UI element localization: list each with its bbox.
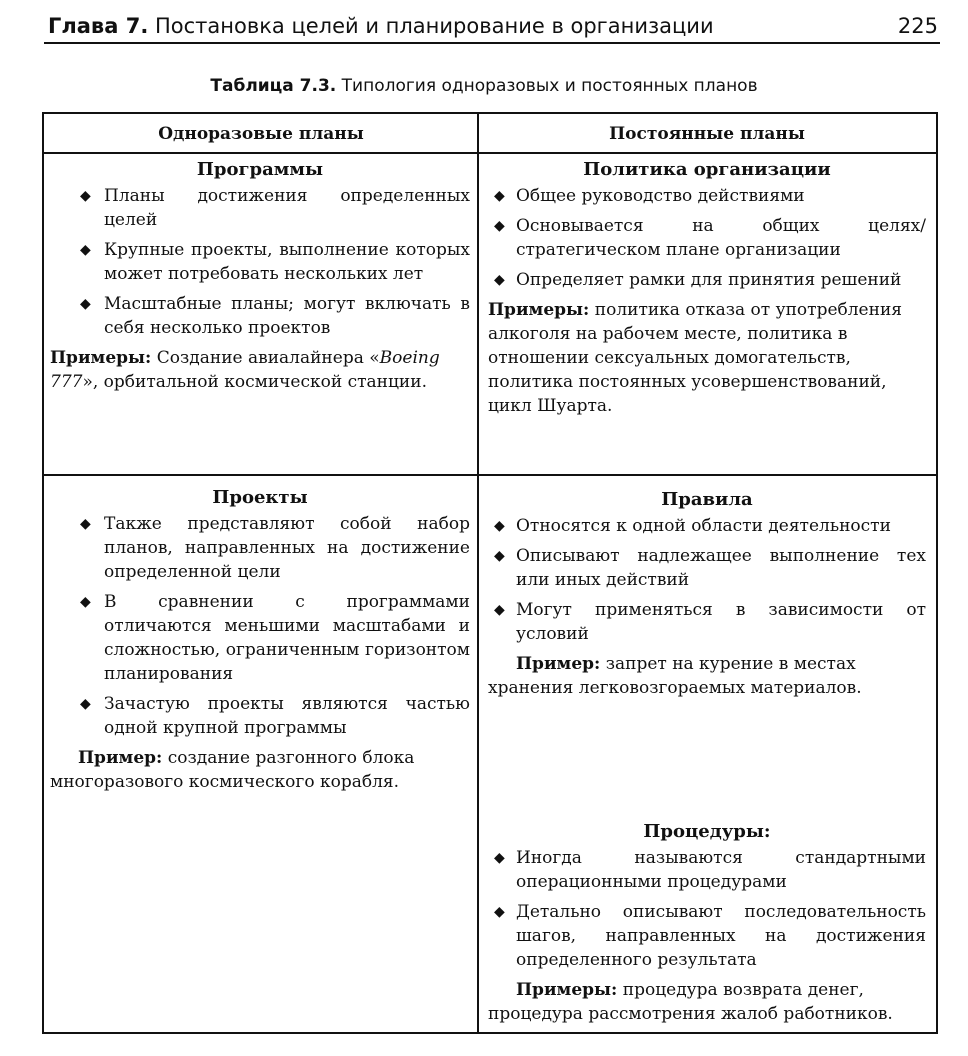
- diamond-bullet-icon: ◆: [80, 296, 91, 312]
- column-divider: [477, 114, 479, 1032]
- cell-procedures: [484, 820, 930, 1026]
- row-divider: [44, 474, 936, 476]
- list-item: [488, 184, 926, 208]
- list-item-text: Могут применяться в зависимости от условий: [516, 600, 926, 644]
- diamond-bullet-icon: ◆: [80, 516, 91, 532]
- diamond-bullet-icon: ◆: [494, 218, 505, 234]
- section-title-projects: Проекты: [212, 487, 308, 508]
- diamond-bullet-icon: ◆: [494, 272, 505, 288]
- diamond-bullet-icon: ◆: [494, 548, 505, 564]
- chapter-label: Глава 7.: [48, 14, 149, 38]
- running-header: [44, 8, 940, 44]
- diamond-bullet-icon: ◆: [494, 602, 505, 618]
- list-item: [488, 598, 926, 646]
- list-item: [488, 900, 926, 972]
- list-item-text: Общее руководство действиями: [516, 186, 805, 206]
- table-caption-text: Типология одноразовых и постоянных планов: [341, 76, 758, 96]
- example-label: Пример:: [78, 748, 163, 768]
- programs-list: [50, 184, 470, 340]
- example-text: создание разгонного блока многоразового космического корабля.: [50, 748, 415, 792]
- section-title-programs: Программы: [196, 159, 324, 180]
- example-text: запрет на курение в местах хранения легковозгораемых материалов.: [488, 654, 862, 698]
- procedures-list: [488, 846, 926, 972]
- list-item: [488, 544, 926, 592]
- list-item: [488, 846, 926, 894]
- rules-list: [488, 514, 926, 646]
- diamond-bullet-icon: ◆: [494, 518, 505, 534]
- column-header-single-use: Одноразовые планы: [44, 114, 478, 154]
- list-item-text: Описывают надлежащее выполнение тех или иных действий: [516, 546, 926, 590]
- procedures-example: [488, 978, 926, 1026]
- column-header-standing: Постоянные планы: [478, 114, 936, 154]
- list-item: [488, 514, 926, 538]
- section-title-policy: Политика организации: [583, 159, 831, 180]
- diamond-bullet-icon: ◆: [80, 188, 91, 204]
- list-item-text: Масштабные планы; могут включать в себя несколько проектов: [104, 294, 470, 338]
- diamond-bullet-icon: ◆: [494, 904, 505, 920]
- example-text: Создание авиалайнера: [156, 348, 364, 368]
- list-item: [50, 692, 470, 740]
- example-label: Примеры:: [50, 348, 152, 368]
- section-title-rules: Правила: [661, 489, 753, 510]
- list-item: [488, 214, 926, 262]
- chapter-name: Постановка целей и планирование в организации: [154, 14, 714, 38]
- policy-example: [488, 298, 926, 418]
- example-text: процедура возврата денег, процедура рассмотрения жалоб работников.: [488, 980, 893, 1024]
- list-item-text: Планы достижения определенных целей: [104, 186, 470, 230]
- list-item: [50, 512, 470, 584]
- diamond-bullet-icon: ◆: [494, 850, 505, 866]
- section-title-procedures: Процедуры:: [643, 821, 771, 842]
- projects-example: [50, 746, 470, 794]
- page-number: 225: [897, 14, 938, 38]
- list-item: [50, 184, 470, 232]
- policy-list: [488, 184, 926, 292]
- rules-example: [488, 652, 926, 700]
- example-label: Примеры:: [516, 980, 618, 1000]
- list-item: [488, 268, 926, 292]
- list-item: [50, 292, 470, 340]
- example-label: Примеры:: [488, 300, 590, 320]
- table-caption: [0, 76, 968, 96]
- list-item-text: Основывается на общих целях/стратегическом плане организации: [516, 216, 926, 260]
- list-item-text: Также представляют собой набор планов, направленных на достижение определенной цели: [104, 514, 470, 582]
- list-item-text: Относятся к одной области деятельности: [516, 516, 891, 536]
- diamond-bullet-icon: ◆: [80, 696, 91, 712]
- diamond-bullet-icon: ◆: [80, 242, 91, 258]
- cell-policy: [484, 158, 930, 418]
- example-label: Пример:: [516, 654, 601, 674]
- diamond-bullet-icon: ◆: [80, 594, 91, 610]
- diamond-bullet-icon: ◆: [494, 188, 505, 204]
- list-item-text: В сравнении с программами отличаются меньшими масштабами и сложностью, ограниченным горизонтом планирования: [104, 592, 470, 684]
- example-italic: Boeing 777: [50, 348, 440, 392]
- list-item-text: Зачастую проекты являются частью одной крупной программы: [104, 694, 470, 738]
- list-item: [50, 590, 470, 686]
- list-item-text: Детально описывают последовательность шагов, направленных на достижения определенного результата: [516, 902, 926, 970]
- example-text-end: , орбитальной космической станции.: [92, 372, 427, 392]
- example-text: политика отказа от употребления алкоголя на рабочем месте, политика в отношении сексуальных домогательств, политика постоянных усовершенствований, цикл Шуарта.: [488, 300, 902, 416]
- cell-projects: [48, 486, 474, 794]
- cell-rules: [484, 488, 930, 700]
- plans-table: [42, 112, 938, 1034]
- table-caption-label: Таблица 7.3.: [210, 76, 337, 96]
- list-item: [50, 238, 470, 286]
- quote-open: «: [369, 348, 380, 368]
- list-item-text: Крупные проекты, выполнение которых может потребовать нескольких лет: [104, 240, 470, 284]
- projects-list: [50, 512, 470, 740]
- list-item-text: Иногда называются стандартными операционными процедурами: [516, 848, 926, 892]
- quote-close: »: [82, 372, 93, 392]
- chapter-title: [48, 14, 714, 38]
- programs-example: [50, 346, 470, 394]
- cell-programs: [48, 158, 474, 394]
- list-item-text: Определяет рамки для принятия решений: [516, 270, 902, 290]
